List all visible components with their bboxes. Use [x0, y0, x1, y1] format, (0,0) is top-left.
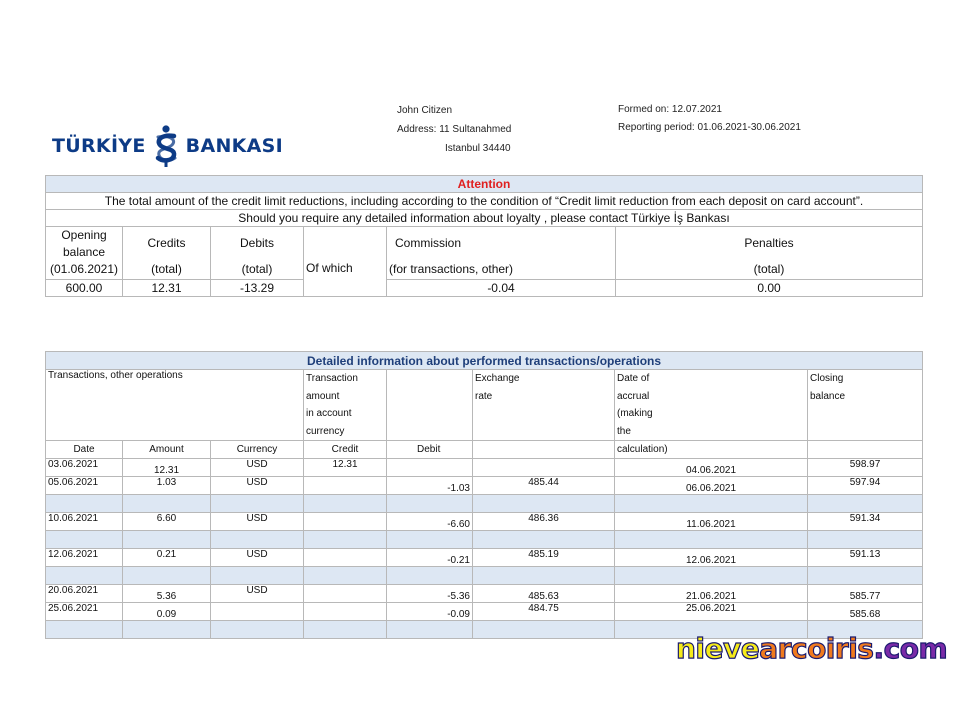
row-accrual: 25.06.2021 [615, 603, 808, 621]
credit-limit-notice: The total amount of the credit limit reductions, including according to the condition of “Credit limit reduction from each deposit on card account”. [46, 193, 923, 210]
table-row [46, 477, 923, 495]
empty-header-cell [387, 370, 473, 441]
row-amount: 6.60 [123, 513, 211, 531]
row-date: 20.06.2021 [46, 585, 123, 603]
credits-header: Credits (total) [123, 227, 211, 280]
table-row [46, 513, 923, 531]
summary-table [45, 175, 923, 297]
opening-balance-value: 600.00 [46, 280, 123, 297]
transactions-operations-header: Transactions, other operations [46, 370, 304, 441]
penalties-value: 0.00 [616, 280, 923, 297]
customer-name: John Citizen [397, 105, 453, 116]
row-credit [304, 585, 387, 603]
row-closing: 591.13 [808, 549, 923, 567]
row-accrual: 21.06.2021 [615, 585, 808, 603]
row-currency: USD [211, 585, 304, 603]
table-row [46, 549, 923, 567]
transaction-amount-header: Transaction amount in account currency [304, 370, 387, 441]
row-amount: 0.21 [123, 549, 211, 567]
transactions-title: Detailed information about performed transactions/operations [46, 352, 923, 370]
logo-right-word: BANKASI [185, 135, 284, 157]
row-rate: 486.36 [473, 513, 615, 531]
row-credit [304, 513, 387, 531]
row-closing: 597.94 [808, 477, 923, 495]
row-credit [304, 477, 387, 495]
credits-total-value: 12.31 [123, 280, 211, 297]
currency-subheader: Currency [211, 441, 304, 459]
transactions-table [45, 351, 923, 639]
watermark-part-com: .com [873, 632, 948, 665]
debit-subheader: Debit [387, 441, 473, 459]
watermark-part-nieve: nieve [676, 632, 760, 665]
debits-total-value: -13.29 [211, 280, 304, 297]
row-closing: 598.97 [808, 459, 923, 477]
row-date: 10.06.2021 [46, 513, 123, 531]
row-debit: -1.03 [387, 477, 473, 495]
table-row [46, 603, 923, 621]
row-accrual: 12.06.2021 [615, 549, 808, 567]
separator-row [46, 567, 923, 585]
row-debit: -0.21 [387, 549, 473, 567]
of-which-header: Of which [304, 227, 387, 297]
row-date: 25.06.2021 [46, 603, 123, 621]
customer-address-line2: Istanbul 34440 [445, 143, 511, 154]
row-rate: 485.44 [473, 477, 615, 495]
credit-subheader: Credit [304, 441, 387, 459]
row-date: 03.06.2021 [46, 459, 123, 477]
row-debit [387, 459, 473, 477]
row-debit: -0.09 [387, 603, 473, 621]
closing-balance-header: Closing balance [808, 370, 923, 441]
row-debit: -5.36 [387, 585, 473, 603]
customer-address-line1: Address: 11 Sultanahmed [397, 124, 512, 135]
row-closing: 591.34 [808, 513, 923, 531]
row-closing: 585.77 [808, 585, 923, 603]
row-rate: 485.63 [473, 585, 615, 603]
row-date: 12.06.2021 [46, 549, 123, 567]
row-credit [304, 549, 387, 567]
row-credit: 12.31 [304, 459, 387, 477]
row-closing: 585.68 [808, 603, 923, 621]
table-row [46, 459, 923, 477]
separator-row [46, 531, 923, 549]
row-amount: 12.31 [123, 459, 211, 477]
row-currency: USD [211, 459, 304, 477]
watermark-part-arcoiris: arcoiris [759, 632, 874, 665]
row-amount: 5.36 [123, 585, 211, 603]
bank-emblem-icon [150, 124, 182, 168]
formed-on-date: Formed on: 12.07.2021 [618, 104, 722, 115]
row-amount: 0.09 [123, 603, 211, 621]
calculation-subheader: calculation) [615, 441, 808, 459]
logo-left-word: TÜRKİYE [52, 135, 146, 157]
reporting-period: Reporting period: 01.06.2021-30.06.2021 [618, 122, 801, 133]
row-credit [304, 603, 387, 621]
bank-logo [52, 124, 283, 168]
attention-heading: Attention [46, 176, 923, 193]
penalties-header: Penalties (total) [616, 227, 923, 280]
row-currency: USD [211, 477, 304, 495]
row-currency [211, 603, 304, 621]
watermark-logo [676, 632, 947, 665]
commission-value: -0.04 [387, 280, 616, 297]
row-accrual: 11.06.2021 [615, 513, 808, 531]
row-accrual: 06.06.2021 [615, 477, 808, 495]
commission-header: Commission (for transactions, other) [387, 227, 616, 280]
debits-header: Debits (total) [211, 227, 304, 280]
row-currency: USD [211, 549, 304, 567]
row-rate [473, 459, 615, 477]
row-accrual: 04.06.2021 [615, 459, 808, 477]
accrual-date-header: Date of accrual (making the [615, 370, 808, 441]
row-amount: 1.03 [123, 477, 211, 495]
amount-subheader: Amount [123, 441, 211, 459]
empty-subheader-cell [808, 441, 923, 459]
table-row [46, 585, 923, 603]
date-subheader: Date [46, 441, 123, 459]
row-currency: USD [211, 513, 304, 531]
row-rate: 484.75 [473, 603, 615, 621]
empty-subheader-cell [473, 441, 615, 459]
row-debit: -6.60 [387, 513, 473, 531]
exchange-rate-header: Exchange rate [473, 370, 615, 441]
row-rate: 485.19 [473, 549, 615, 567]
separator-row [46, 495, 923, 513]
row-date: 05.06.2021 [46, 477, 123, 495]
opening-balance-header: Opening balance (01.06.2021) [46, 227, 123, 280]
loyalty-contact-notice: Should you require any detailed information about loyalty , please contact Türkiye İş Bankası [46, 210, 923, 227]
